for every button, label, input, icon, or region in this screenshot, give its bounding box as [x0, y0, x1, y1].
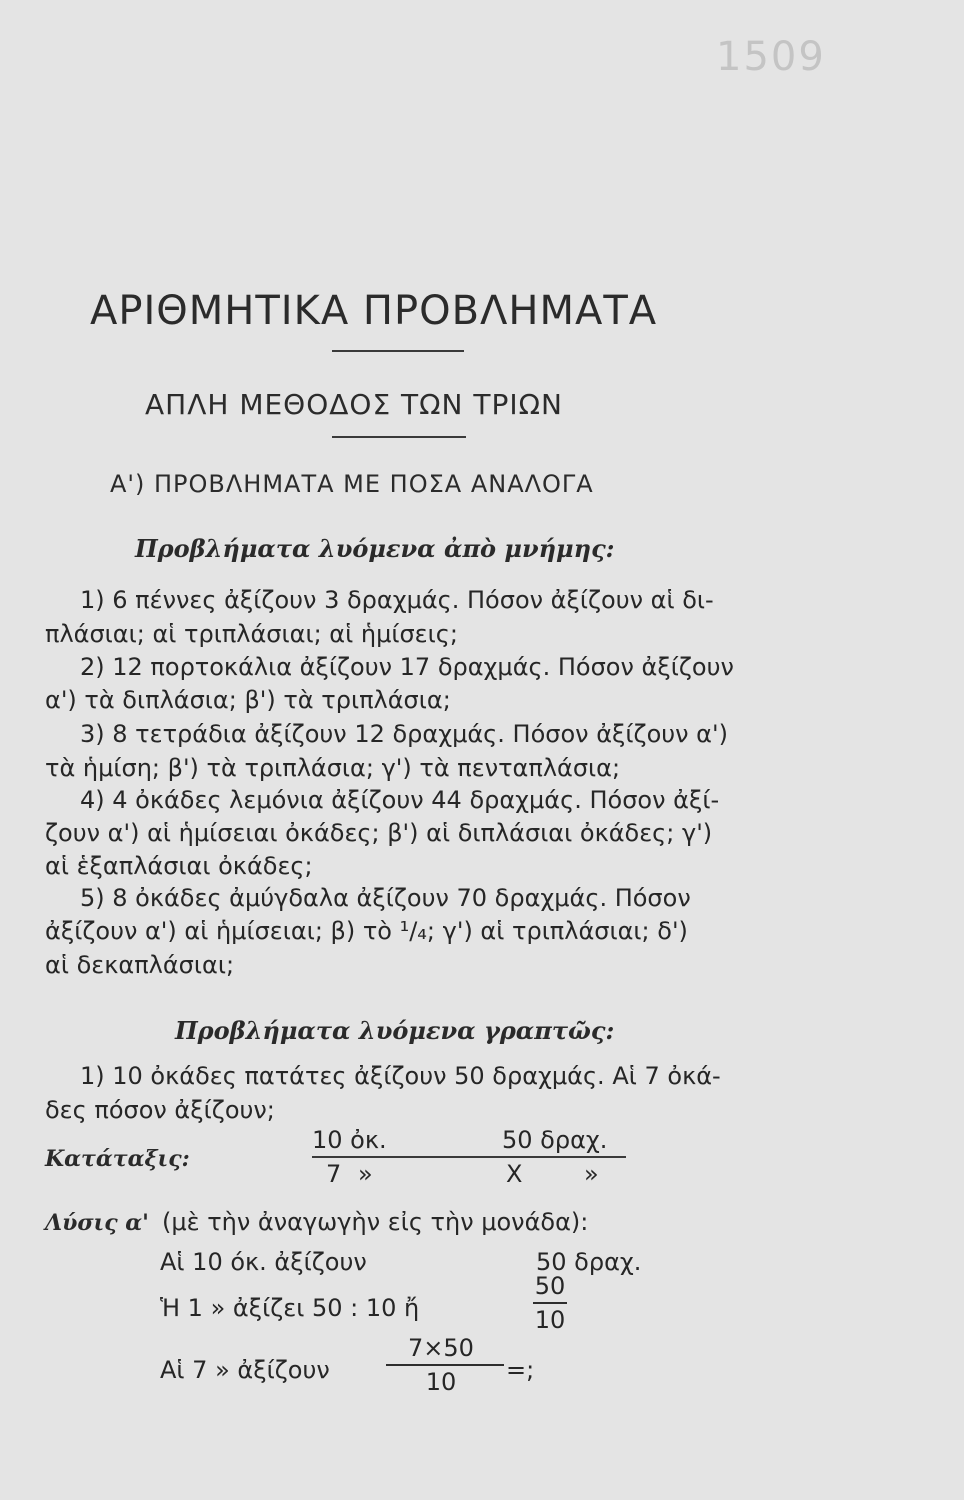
fraction-denominator: 10 [425, 1368, 457, 1396]
solution-step-1: Αἱ 10 όκ. ἀξίζουν [160, 1248, 367, 1276]
page-number: 1509 [716, 34, 826, 80]
section-heading: Α') ΠΡΟΒΛΗΜΑΤΑ ΜΕ ΠΟΣΑ ΑΝΑΛΟΓΑ [110, 470, 594, 498]
katataxis-ditto: » [358, 1160, 373, 1188]
katataxis-label: Κατάταξις: [45, 1146, 190, 1172]
solution-step-3: Αἱ 7 » ἀξίζουν [160, 1356, 330, 1384]
fraction-bar [386, 1364, 504, 1366]
katataxis-ditto: » [584, 1160, 599, 1188]
fraction-numerator: 7×50 [408, 1334, 474, 1362]
katataxis-unknown: X [506, 1160, 523, 1188]
title-divider [332, 350, 464, 352]
oral-line: τὰ ἡμίση; β') τὰ τριπλάσια; γ') τὰ πενταπλάσια; [45, 754, 621, 782]
oral-line: 3) 8 τετράδια ἀξίζουν 12 δραχμάς. Πόσον ἀξίζουν α') [80, 720, 728, 748]
oral-line: 2) 12 πορτοκάλια ἀξίζουν 17 δραχμάς. Πόσον ἀξίζουν [80, 653, 734, 681]
oral-line: ζουν α') αἱ ἡμίσειαι ὀκάδες; β') αἱ διπλάσιαι ὀκάδες; γ') [45, 819, 713, 847]
oral-line: α') τὰ διπλάσια; β') τὰ τριπλάσια; [45, 686, 451, 714]
fraction-bar [533, 1302, 567, 1304]
oral-line: πλάσιαι; αἱ τριπλάσιαι; αἱ ἡμίσεις; [45, 620, 458, 648]
oral-line: αἱ δεκαπλάσιαι; [45, 951, 235, 979]
solution-label: Λύσις α' [45, 1210, 149, 1236]
oral-line: ἀξίζουν α') αἱ ἡμίσειαι; β) τὸ ¹/₄; γ') αἱ τριπλάσιαι; δ') [45, 917, 688, 945]
solution-step-1-value: 50 δραχ. [536, 1248, 642, 1276]
solution-note: (μὲ τὴν ἀναγωγὴν εἰς τὴν μονάδα): [162, 1208, 589, 1236]
oral-line: 5) 8 ὀκάδες ἀμύγδαλα ἀξίζουν 70 δραχμάς. Πόσον [80, 884, 691, 912]
written-line: δες πόσον ἀξίζουν; [45, 1096, 275, 1124]
page-title: ΑΡΙΘΜΗΤΙΚΑ ΠΡΟΒΛΗΜΑΤΑ [90, 288, 658, 334]
written-problems-heading: Προβλήματα λυόμενα γραπτῶς: [175, 1016, 615, 1045]
fraction-denominator: 10 [534, 1306, 566, 1334]
fraction-numerator: 50 [534, 1272, 566, 1300]
katataxis-divider [312, 1156, 626, 1158]
subtitle-divider [332, 436, 466, 438]
solution-step-3-result: =; [506, 1356, 535, 1384]
katataxis-bottom-left: 7 [326, 1160, 342, 1188]
solution-step-2: Ἡ 1 » ἀξίζει 50 : 10 ἤ [160, 1294, 420, 1322]
katataxis-top-left: 10 ὀκ. [312, 1126, 387, 1154]
oral-problems-heading: Προβλήματα λυόμενα ἀπὸ μνήμης: [135, 534, 615, 563]
oral-line: 4) 4 ὀκάδες λεμόνια ἀξίζουν 44 δραχμάς. Πόσον ἀξί- [80, 786, 720, 814]
katataxis-top-right: 50 δραχ. [502, 1126, 608, 1154]
subtitle: ΑΠΛΗ ΜΕΘΟΔΟΣ ΤΩΝ ΤΡΙΩΝ [145, 388, 563, 421]
oral-line: αἱ ἑξαπλάσιαι ὀκάδες; [45, 852, 313, 880]
written-line: 1) 10 ὀκάδες πατάτες ἀξίζουν 50 δραχμάς. Αἱ 7 ὀκά- [80, 1062, 721, 1090]
oral-line: 1) 6 πέννες ἀξίζουν 3 δραχμάς. Πόσον ἀξίζουν αἱ δι- [80, 586, 714, 614]
